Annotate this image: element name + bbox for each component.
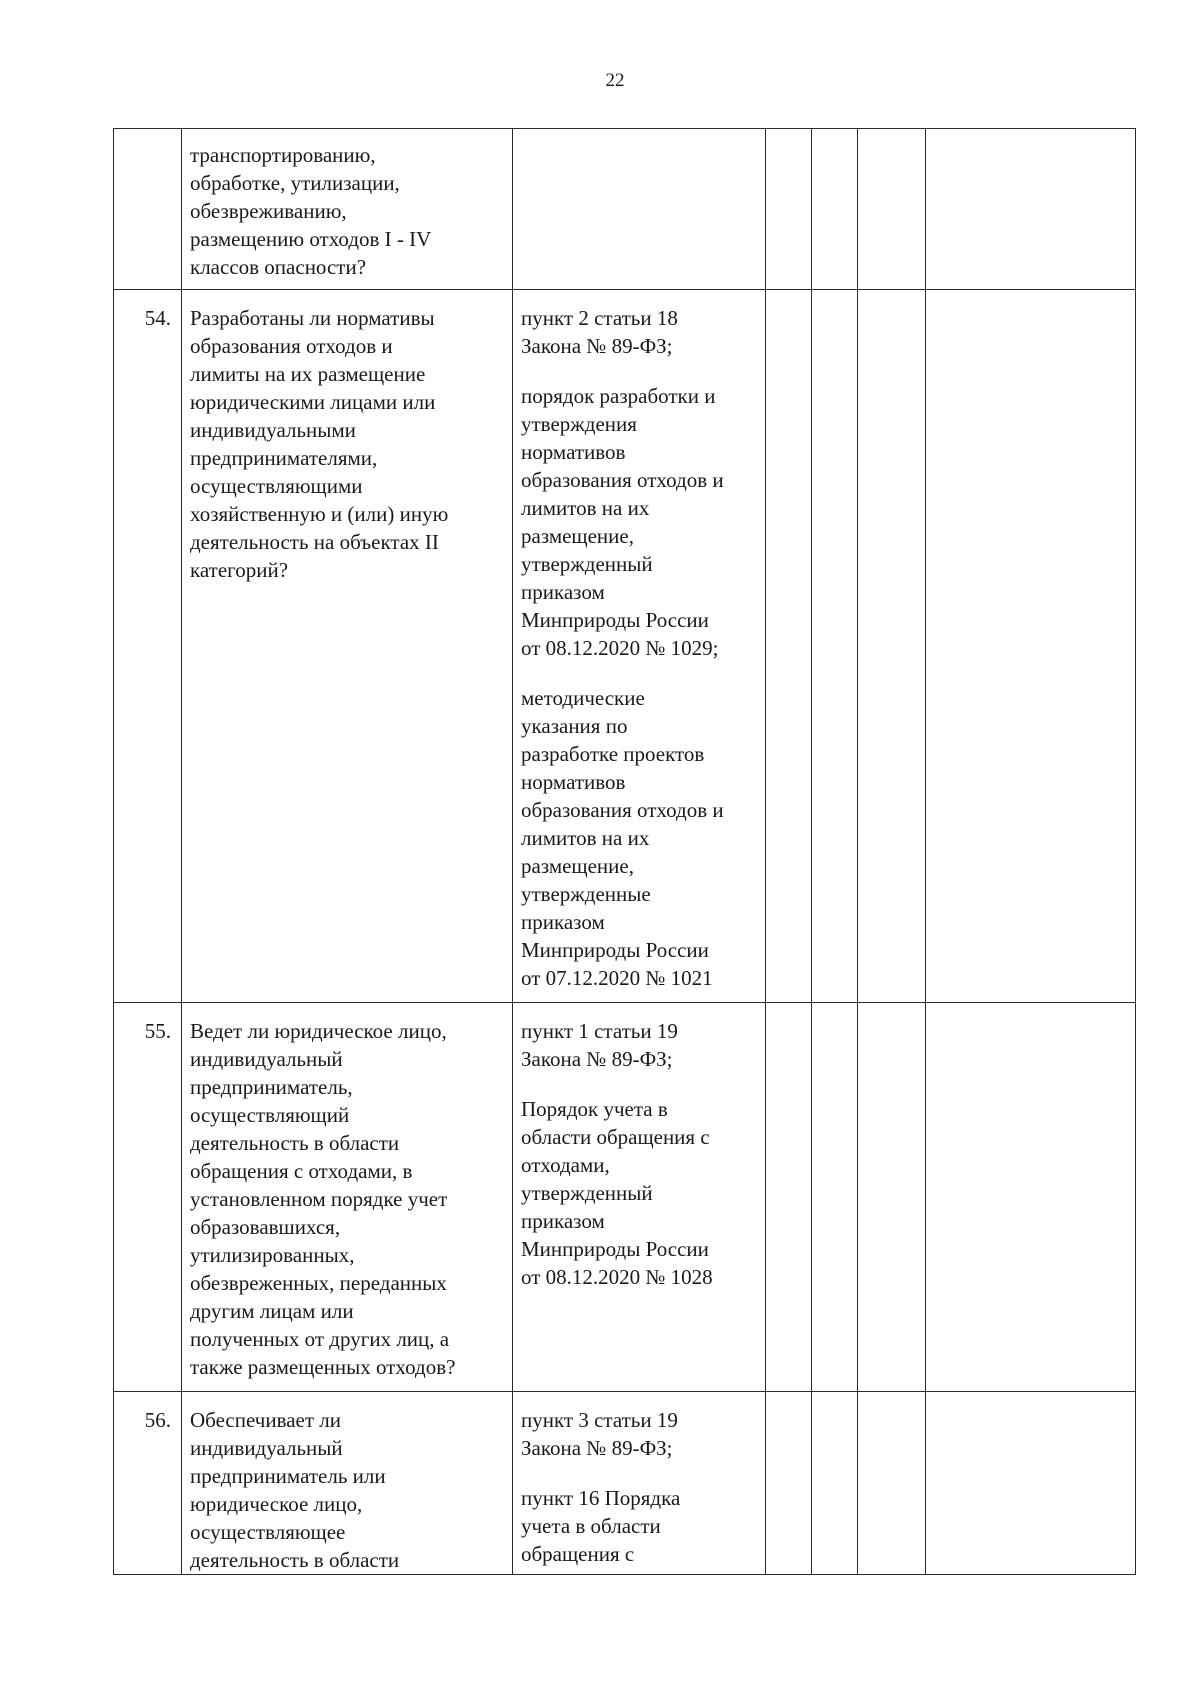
answer-no-cell <box>812 129 858 290</box>
answer-na-cell <box>858 290 926 1003</box>
note-cell <box>926 1003 1136 1392</box>
row-number-cell <box>114 1003 182 1392</box>
legal-reference: пункт 2 статьи 18 Закона № 89-ФЗ; <box>521 306 678 358</box>
legal-reference-cell <box>513 1003 766 1392</box>
question-cell <box>182 290 513 1003</box>
page-number: 22 <box>605 70 625 91</box>
question-cell <box>182 1392 513 1575</box>
row-number <box>114 129 181 143</box>
answer-yes-cell <box>766 129 812 290</box>
row-number-cell <box>114 290 182 1003</box>
legal-reference: порядок разработки и утверждения нормативов образования отходов и лимитов на их размещение, утвержденный приказом Минприроды России от 08.12.2020 № 1029; <box>521 384 724 660</box>
note-cell <box>926 129 1136 290</box>
legal-reference: Порядок учета в области обращения с отходами, утвержденный приказом Минприроды России от 08.12.2020 № 1028 <box>521 1097 713 1289</box>
legal-reference-cell <box>513 290 766 1003</box>
row-number: 54. <box>144 306 171 330</box>
note-cell <box>926 290 1136 1003</box>
answer-na-cell <box>858 1392 926 1575</box>
legal-reference: пункт 1 статьи 19 Закона № 89-ФЗ; <box>521 1019 678 1071</box>
row-number-cell <box>114 129 182 290</box>
question-text: Разработаны ли нормативы образования отходов и лимиты на их размещение юридическими лицами или индивидуальными предпринимателями, осуществляющими хозяйственную и (или) иную деятельность на объектах II категорий? <box>190 306 449 582</box>
table-row <box>114 1003 1136 1392</box>
question-text: Ведет ли юридическое лицо, индивидуальный предприниматель, осуществляющий деятельность в области обращения с отходами, в установленном порядке учет образовавшихся, утилизированных, обезвреженных, переданных другим лицам или полученных от других лиц, а также размещенных отходов? <box>190 1019 456 1379</box>
question-cell <box>182 1003 513 1392</box>
table-row <box>114 1392 1136 1575</box>
legal-reference: методические указания по разработке проектов нормативов образования отходов и лимитов на их размещение, утвержденные приказом Минприроды России от 07.12.2020 № 1021 <box>521 686 724 990</box>
answer-no-cell <box>812 1003 858 1392</box>
answer-yes-cell <box>766 290 812 1003</box>
answer-na-cell <box>858 1003 926 1392</box>
answer-no-cell <box>812 290 858 1003</box>
legal-reference: пункт 3 статьи 19 Закона № 89-ФЗ; <box>521 1408 678 1460</box>
row-number: 56. <box>144 1408 171 1432</box>
note-cell <box>926 1392 1136 1575</box>
answer-yes-cell <box>766 1392 812 1575</box>
legal-reference: пункт 16 Порядка учета в области обращения с <box>521 1486 681 1566</box>
row-number: 55. <box>144 1019 171 1043</box>
question-cell <box>182 129 513 290</box>
legal-reference-cell <box>513 1392 766 1575</box>
question-text: Обеспечивает ли индивидуальный предприниматель или юридическое лицо, осуществляющее деятельность в области <box>190 1408 400 1572</box>
legal-reference-cell <box>513 129 766 290</box>
checklist-table <box>113 128 1136 1575</box>
table-row <box>114 290 1136 1003</box>
answer-na-cell <box>858 129 926 290</box>
answer-yes-cell <box>766 1003 812 1392</box>
row-number-cell <box>114 1392 182 1575</box>
question-text: транспортированию, обработке, утилизации, обезвреживанию, размещению отходов I - IV классов опасности? <box>190 143 432 279</box>
answer-no-cell <box>812 1392 858 1575</box>
table-row <box>114 129 1136 290</box>
